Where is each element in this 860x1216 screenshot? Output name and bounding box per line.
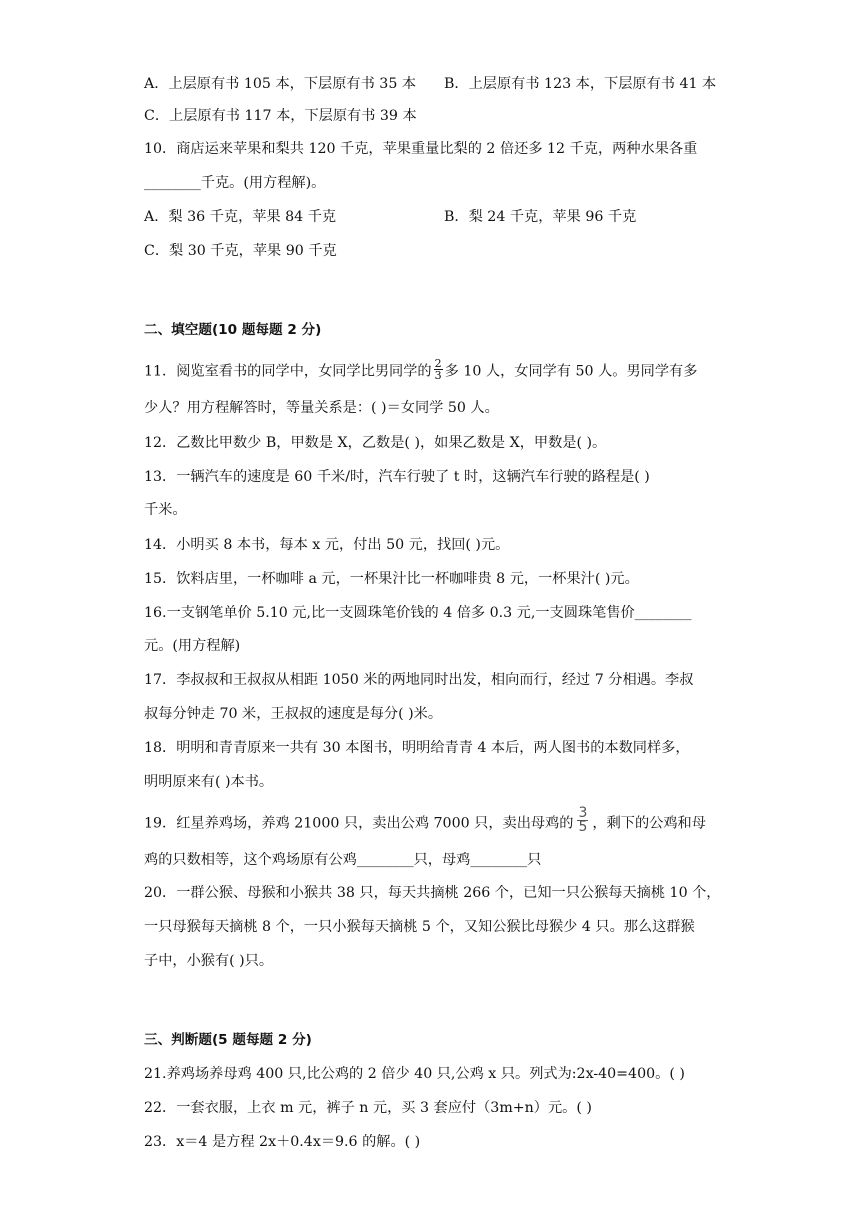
q17-line-1: 17．李叔叔和王叔叔从相距 1050 米的两地同时出发，相向而行，经过 7 分相遇。李叔 <box>144 672 694 688</box>
q10-option-b: B．梨 24 千克，苹果 96 千克 <box>444 209 637 225</box>
q12-line-1: 12．乙数比甲数少 B，甲数是 X，乙数是( )，如果乙数是 X，甲数是( )。 <box>144 435 607 451</box>
q19-line-2: 鸡的只数相等，这个鸡场原有公鸡________只，母鸡________只 <box>144 852 542 868</box>
fraction-three-fifths <box>577 807 588 834</box>
q14-line-1: 14．小明买 8 本书，每本 x 元，付出 50 元，找回( )元。 <box>144 537 510 553</box>
fraction-numerator: 2 <box>434 357 442 370</box>
q10-option-a: A．梨 36 千克，苹果 84 千克 <box>144 209 337 225</box>
q19-line-1 <box>144 805 706 837</box>
q11-text-pre: 11．阅览室看书的同学中，女同学比男同学的 <box>144 363 432 380</box>
q11-text-post: 多 10 人，女同学有 50 人。男同学有多 <box>444 363 698 380</box>
q20-line-1: 20．一群公猴、母猴和小猴共 38 只，每天共摘桃 266 个，已知一只公猴每天摘桃 10 个， <box>144 885 721 901</box>
fraction-denominator: 5 <box>578 819 588 835</box>
q11-line-1 <box>144 357 698 383</box>
q17-line-2: 叔每分钟走 70 米，王叔叔的速度是每分( )米。 <box>144 706 443 722</box>
q13-line-2: 千米。 <box>144 502 187 518</box>
q19-text-post: ，剩下的公鸡和母 <box>592 815 706 832</box>
q16-line-2: 元。(用方程解) <box>144 638 241 654</box>
q10-line-1: 10．商店运来苹果和梨共 120 千克，苹果重量比梨的 2 倍还多 12 千克，两种水果各重 <box>144 141 698 157</box>
q13-line-1: 13．一辆汽车的速度是 60 千米/时，汽车行驶了 t 时，这辆汽车行驶的路程是( ) <box>144 469 650 485</box>
q10-line-2: ________千克。(用方程解)。 <box>144 175 326 191</box>
q19-text-pre: 19．红星养鸡场，养鸡 21000 只，卖出公鸡 7000 只，卖出母鸡的 <box>144 815 574 832</box>
q20-line-2: 一只母猴每天摘桃 8 个，一只小猴每天摘桃 5 个，又知公猴比母猴少 4 只。那么这群猴 <box>144 919 695 935</box>
q9-option-b: B．上层原有书 123 本，下层原有书 41 本 <box>444 76 717 92</box>
q18-line-1: 18．明明和青青原来一共有 30 本图书，明明给青青 4 本后，两人图书的本数同样多， <box>144 740 690 756</box>
section-2-heading: 二、填空题(10 题每题 2 分) <box>144 322 322 338</box>
q22-line-1: 22．一套衣服，上衣 m 元，裤子 n 元，买 3 套应付（3m+n）元。( ) <box>144 1100 592 1116</box>
fraction-two-thirds <box>434 358 443 381</box>
fraction-numerator: 3 <box>578 805 588 821</box>
q20-line-3: 子中，小猴有( )只。 <box>144 953 274 969</box>
q15-line-1: 15．饮料店里，一杯咖啡 a 元，一杯果汁比一杯咖啡贵 8 元，一杯果汁( )元。 <box>144 571 639 587</box>
q23-line-1: 23．x＝4 是方程 2x＋0.4x＝9.6 的解。( ) <box>144 1134 421 1150</box>
section-3-heading: 三、判断题(5 题每题 2 分) <box>144 1032 312 1048</box>
q10-option-c: C．梨 30 千克，苹果 90 千克 <box>144 243 337 259</box>
q21-line-1: 21.养鸡场养母鸡 400 只,比公鸡的 2 倍少 40 只,公鸡 x 只。列式为:2x-40=400。( ) <box>144 1066 685 1082</box>
q9-option-a: A．上层原有书 105 本，下层原有书 35 本 <box>144 76 417 92</box>
q9-option-c: C．上层原有书 117 本，下层原有书 39 本 <box>144 108 417 124</box>
fraction-denominator: 3 <box>434 369 442 382</box>
q18-line-2: 明明原来有( )本书。 <box>144 774 274 790</box>
q11-line-2: 少人？用方程解答时，等量关系是：( )＝女同学 50 人。 <box>144 400 499 416</box>
q16-line-1: 16.一支钢笔单价 5.10 元,比一支圆珠笔价钱的 4 倍多 0.3 元,一支圆珠笔售价________ <box>144 605 692 621</box>
